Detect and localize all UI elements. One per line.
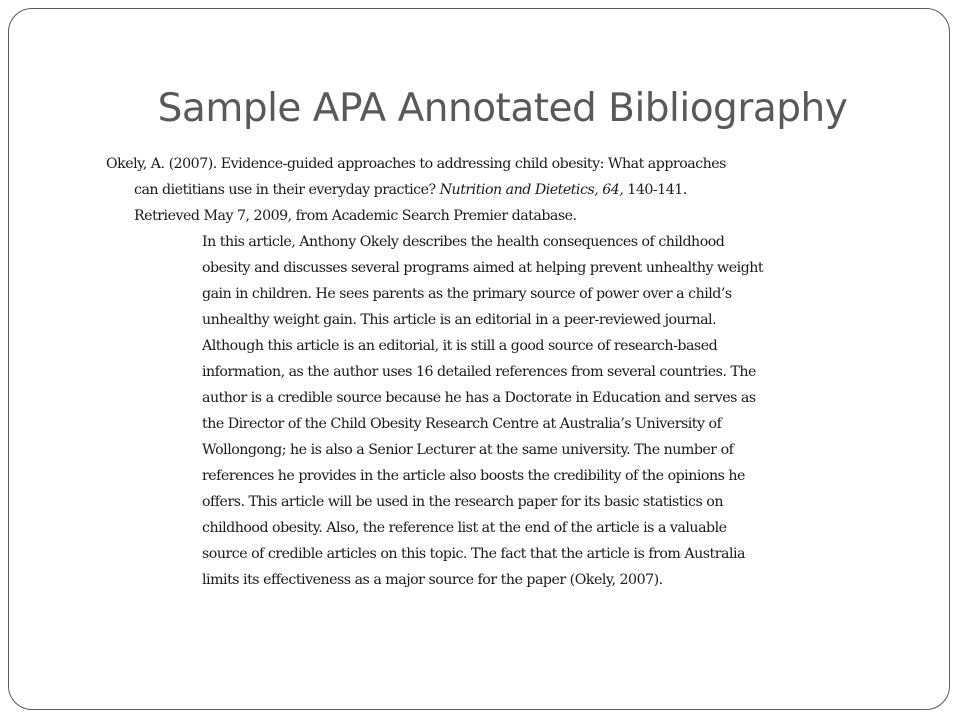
annotation-line: Although this article is an editorial, it is still a good source of research-based — [202, 338, 718, 354]
annotation-line: obesity and discusses several programs aimed at helping prevent unhealthy weight — [202, 260, 764, 276]
slide-title: Sample APA Annotated Bibliography — [157, 86, 848, 131]
citation-pages: 140-141. — [623, 182, 687, 198]
annotation-line: gain in children. He sees parents as the primary source of power over a child’s — [202, 286, 732, 302]
annotation-line: source of credible articles on this topic. The fact that the article is from Australia — [202, 546, 745, 562]
annotation-line: offers. This article will be used in the research paper for its basic statistics on — [202, 494, 723, 510]
annotation-line: unhealthy weight gain. This article is an editorial in a peer-reviewed journal. — [202, 312, 717, 328]
annotation-line: references he provides in the article also boosts the credibility of the opinions he — [202, 468, 745, 484]
citation-line-2-text: can dietitians use in their everyday practice? — [134, 182, 440, 198]
citation-line-1: Okely, A. (2007). Evidence-guided approaches to addressing child obesity: What approaches — [106, 156, 726, 172]
annotation-line: information, as the author uses 16 detailed references from several countries. The — [202, 364, 756, 380]
citation-line-3: Retrieved May 7, 2009, from Academic Search Premier database. — [134, 208, 577, 224]
annotation-line: the Director of the Child Obesity Research Centre at Australia’s University of — [202, 416, 722, 432]
annotation-line: Wollongong; he is also a Senior Lecturer at the same university. The number of — [202, 442, 734, 458]
annotation-line: limits its effectiveness as a major source for the paper (Okely, 2007). — [202, 572, 663, 588]
journal-title: Nutrition and Dietetics, 64, — [439, 182, 624, 198]
citation-line-2 — [134, 180, 687, 200]
annotation-line: author is a credible source because he has a Doctorate in Education and serves as — [202, 390, 756, 406]
annotation-line: In this article, Anthony Okely describes the health consequences of childhood — [202, 234, 725, 250]
annotation-line: childhood obesity. Also, the reference list at the end of the article is a valuable — [202, 520, 727, 536]
